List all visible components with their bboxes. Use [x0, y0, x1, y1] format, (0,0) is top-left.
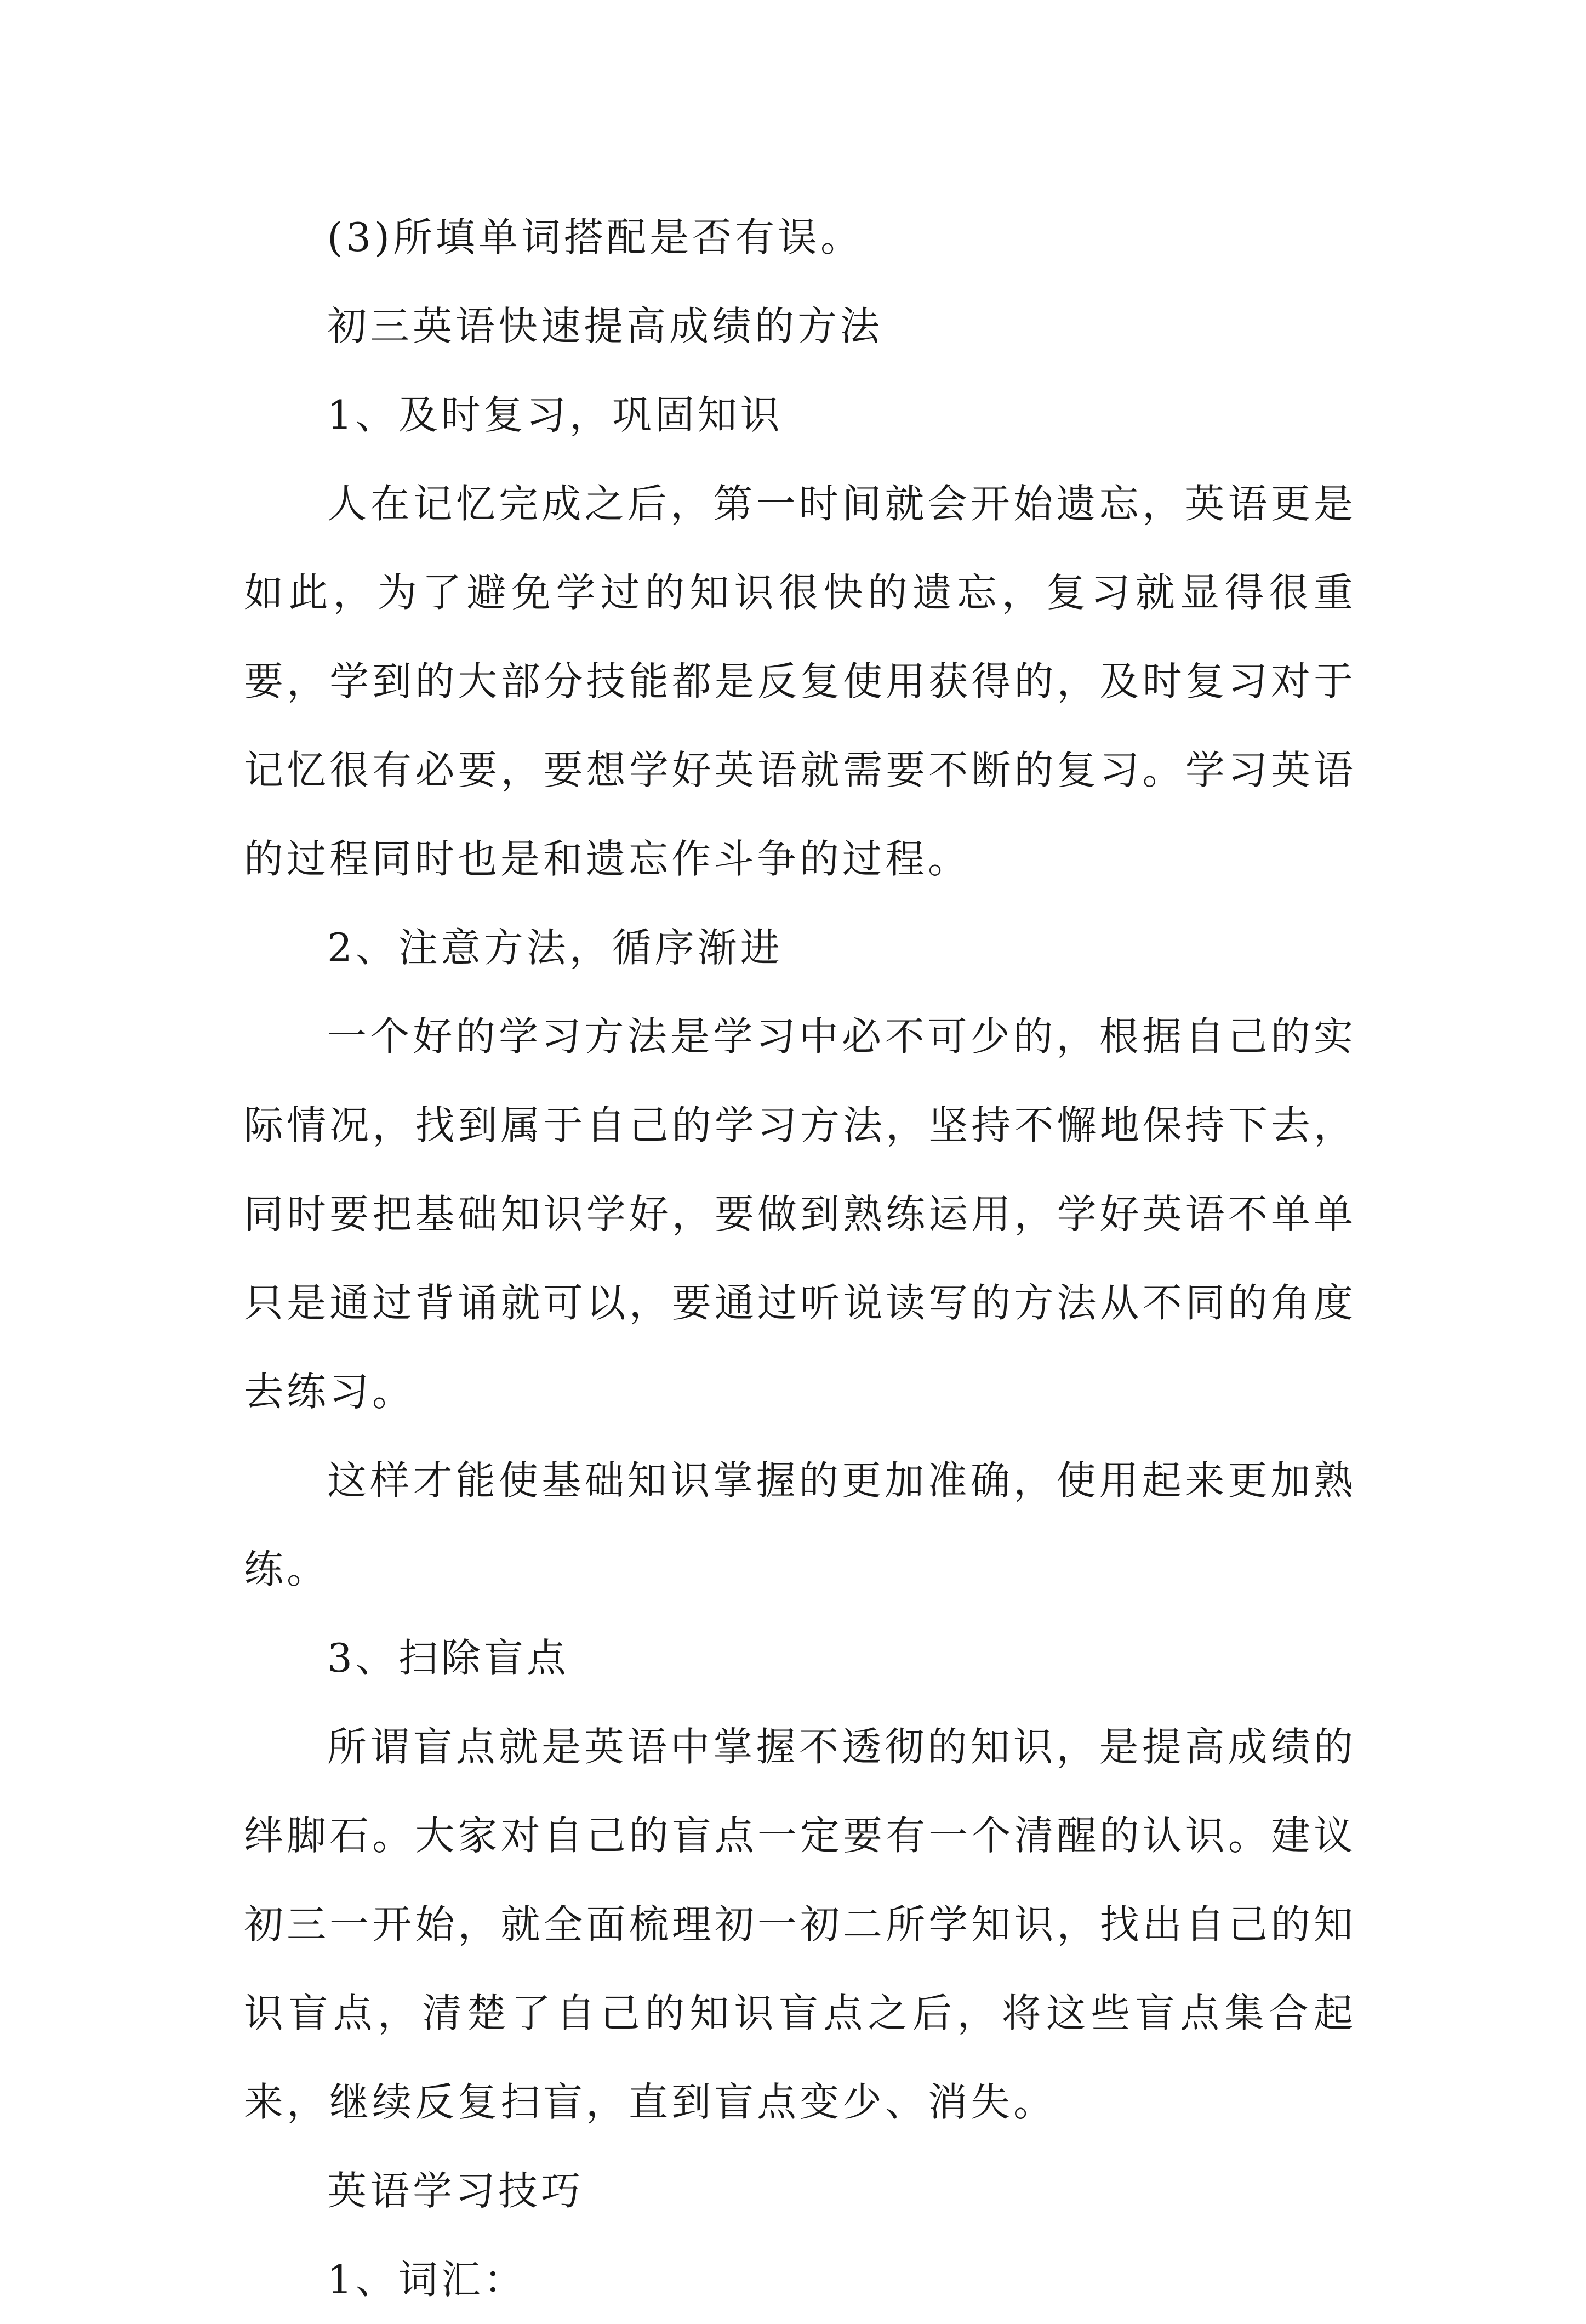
subheading: 3、扫除盲点 [327, 1635, 569, 1681]
body-paragraph: 一个好的学习方法是学习中必不可少的，根据自己的实际情况，找到属于自己的学习方法，坚持不懈地保持下去，同时要把基础知识学好，要做到熟练运用，学好英语不单单只是通过背诵就可以，要通过听说读写的方法从不同的角度去练习。 [244, 1013, 1356, 1415]
section-heading: 初三英语快速提高成绩的方法 [327, 303, 883, 349]
subheading: 1、及时复习，巩固知识 [327, 392, 783, 438]
body-paragraph: 这样才能使基础知识掌握的更加准确，使用起来更加熟练。 [244, 1457, 1356, 1592]
subheading: 2、注意方法，循序渐进 [327, 925, 783, 971]
document-body [244, 193, 1356, 2324]
body-paragraph: 所谓盲点就是英语中掌握不透彻的知识，是提高成绩的绊脚石。大家对自己的盲点一定要有一个清醒的认识。建议初三一开始，就全面梳理初一初二所学知识，找出自己的知识盲点，清楚了自己的知识盲点之后，将这些盲点集合起来，继续反复扫盲，直到盲点变少、消失。 [244, 1724, 1356, 2125]
body-paragraph: 人在记忆完成之后，第一时间就会开始遗忘，英语更是如此，为了避免学过的知识很快的遗忘，复习就显得很重要，学到的大部分技能都是反复使用获得的，及时复习对于记忆很有必要，要想学好英语就需要不断的复习。学习英语的过程同时也是和遗忘作斗争的过程。 [244, 481, 1356, 882]
subheading: 1、词汇： [327, 2257, 527, 2303]
paragraph-checklist-item: (3)所填单词搭配是否有误。 [327, 214, 863, 260]
section-heading: 英语学习技巧 [327, 2168, 584, 2214]
